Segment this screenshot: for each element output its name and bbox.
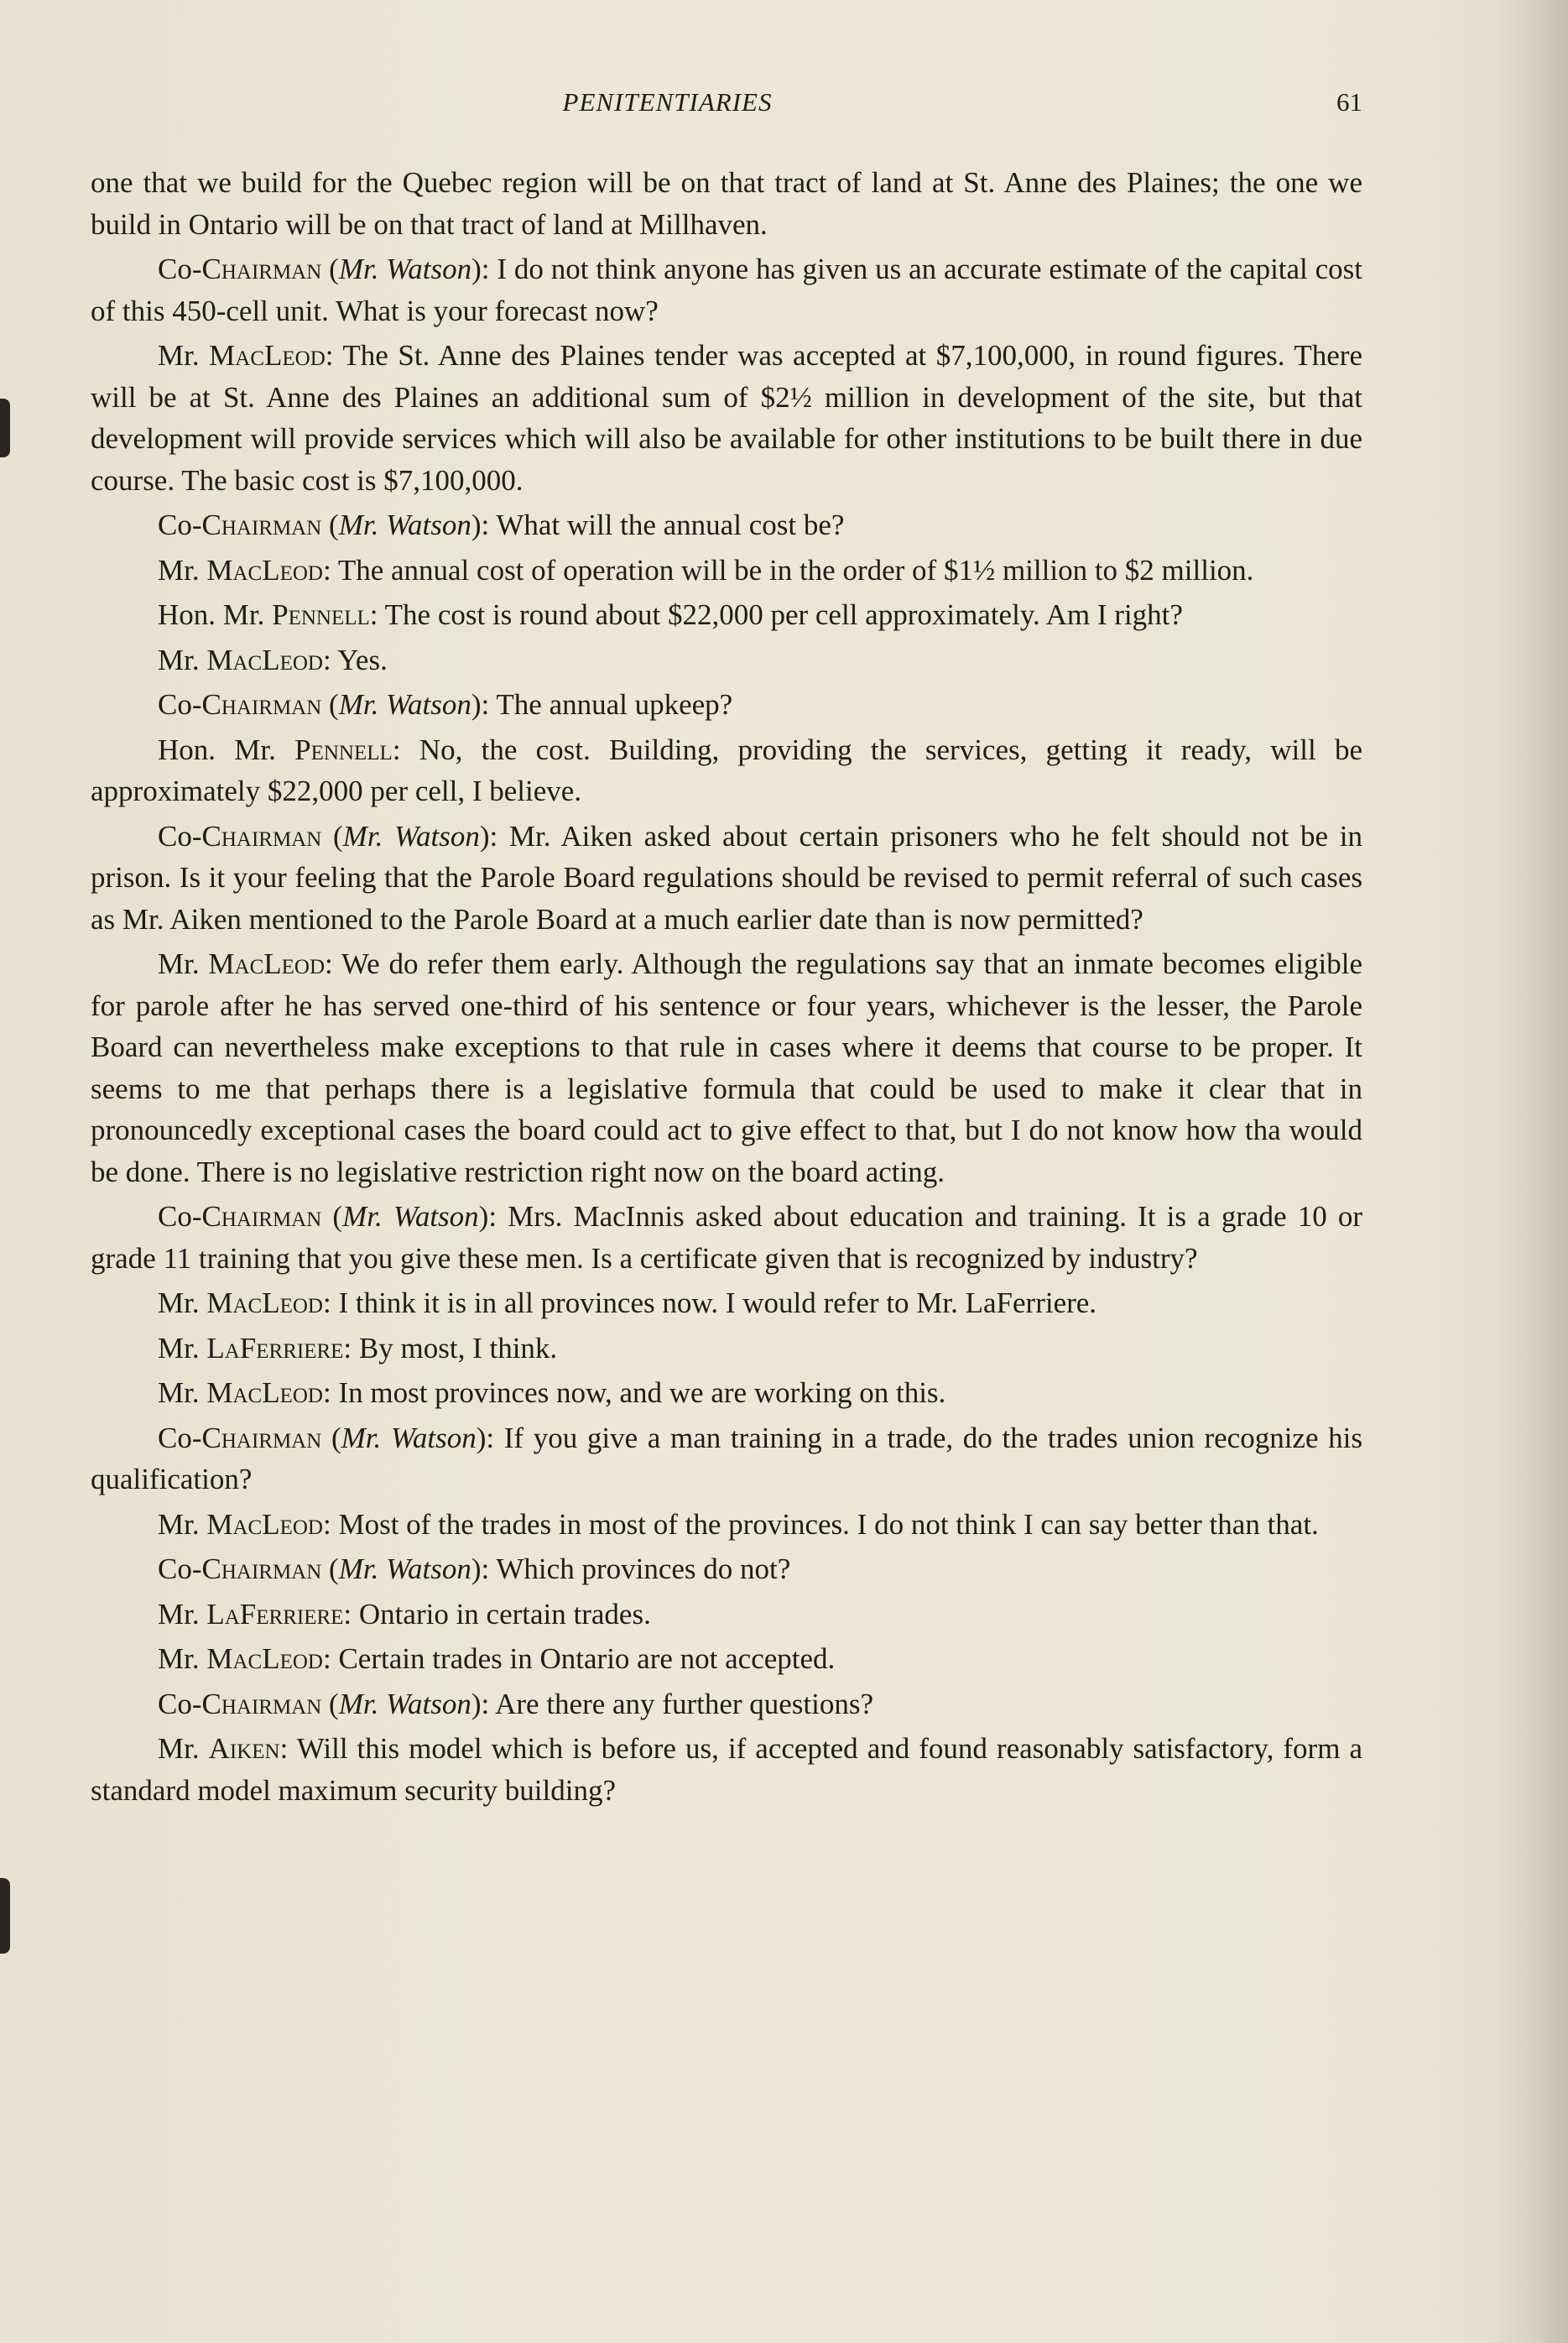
paragraph-text: I do not think anyone has given us an accurate estimate of the capital cost of this 450-cell unit. What is your forecast now?: [91, 253, 1363, 327]
punctuation: (: [321, 1200, 343, 1233]
page-header: [91, 87, 1362, 129]
speaker-prefix: Mr.: [158, 1597, 207, 1631]
speaker-name: Chairman: [201, 1200, 322, 1233]
speaker-name: MacLeod: [209, 339, 326, 372]
speaker-role: Mr. Watson: [342, 1200, 479, 1233]
paragraph: [91, 1594, 1362, 1636]
speaker-prefix: Mr.: [158, 643, 207, 676]
paragraph: [91, 550, 1362, 592]
speaker-role: Mr. Watson: [338, 688, 471, 721]
speaker-prefix: Co-: [158, 509, 202, 541]
speaker-role: Mr. Watson: [342, 819, 480, 853]
punctuation: :: [369, 598, 378, 631]
punctuation: ):: [476, 1421, 495, 1454]
paragraph: [91, 639, 1362, 681]
speaker-name: MacLeod: [206, 1286, 323, 1319]
paragraph-text: The St. Anne des Plaines tender was accepted at $7,100,000, in round figures. There will be at St. Anne des Plaines an additional sum of $2½ million in development of the site, but that development will provide services which will also be available for other institutions to be built there in due course. The basic cost is $7,100,000.: [91, 339, 1362, 497]
speaker-role: Mr. Watson: [338, 253, 472, 285]
punctuation: :: [343, 1597, 352, 1631]
punctuation: ):: [478, 1200, 497, 1233]
punctuation: (: [321, 819, 343, 853]
paragraph: [91, 1282, 1362, 1324]
punctuation: (: [321, 688, 339, 721]
speaker-name: MacLeod: [206, 1507, 323, 1541]
punctuation: :: [279, 1732, 289, 1765]
binding-mark: [0, 399, 10, 457]
running-head: PENITENTIARIES: [562, 87, 773, 117]
paragraph-text: Ontario in certain trades.: [352, 1597, 651, 1631]
paragraph-text: What will the annual cost be?: [489, 509, 845, 541]
punctuation: ):: [471, 1687, 490, 1720]
punctuation: (: [321, 1687, 339, 1720]
paragraph-text: Mr. Aiken asked about certain prisoners who he felt should not be in prison. Is it your feeling that the Parole Board regulations should be revised to permit referral of such cases as Mr. Aiken mentioned to the Parole Board at a much earlier date than is now permitted?: [91, 819, 1362, 936]
speaker-prefix: Mr.: [158, 1642, 207, 1675]
paragraph: [91, 504, 1362, 546]
paragraph: [91, 1683, 1362, 1725]
paragraph: [91, 943, 1362, 1192]
paragraph: [91, 1417, 1362, 1500]
speaker-prefix: Mr.: [158, 339, 210, 372]
punctuation: ):: [471, 1552, 490, 1585]
punctuation: ):: [479, 819, 498, 853]
paragraph-text: If you give a man training in a trade, do the trades union recognize his qualification?: [91, 1421, 1362, 1495]
speaker-prefix: Mr.: [158, 947, 209, 980]
speaker-prefix: Co-: [158, 688, 202, 721]
speaker-role: Mr. Watson: [338, 1687, 471, 1720]
paragraph-text: Are there any further questions?: [489, 1687, 874, 1720]
paragraph: [91, 248, 1362, 331]
paragraph-text: one that we build for the Quebec region will be on that tract of land at St. Anne des Plaines; the one we build in Ontario will be on that tract of land at Millhaven.: [91, 166, 1362, 241]
speaker-name: MacLeod: [206, 553, 323, 587]
paragraph-text: Mrs. MacInnis asked about education and training. It is a grade 10 or grade 11 training that you give these men. Is a certificate given that is recognized by industry?: [91, 1200, 1363, 1275]
speaker-prefix: Mr.: [158, 1732, 209, 1765]
paragraph-text: Will this model which is before us, if accepted and found reasonably satisfactory, form a standard model maximum security building?: [91, 1732, 1362, 1807]
paragraph: [91, 1328, 1362, 1370]
page-number: 61: [1336, 87, 1362, 117]
punctuation: (: [321, 253, 339, 285]
body-text: [91, 162, 1362, 1814]
speaker-prefix: Mr.: [158, 553, 207, 587]
speaker-name: Chairman: [201, 819, 322, 853]
paragraph: [91, 816, 1362, 941]
speaker-prefix: Co-: [158, 1421, 202, 1454]
punctuation: :: [325, 947, 333, 980]
punctuation: :: [322, 553, 331, 587]
speaker-prefix: Hon. Mr.: [158, 598, 273, 631]
punctuation: :: [322, 1507, 331, 1541]
speaker-prefix: Co-: [158, 819, 202, 853]
speaker-name: Pennell: [294, 733, 393, 766]
speaker-prefix: Co-: [158, 1552, 202, 1585]
punctuation: :: [343, 1331, 352, 1365]
paragraph-text: Yes.: [331, 643, 388, 676]
speaker-name: LaFerriere: [206, 1331, 344, 1365]
punctuation: :: [322, 1286, 331, 1319]
speaker-name: MacLeod: [206, 1376, 323, 1409]
speaker-name: Chairman: [201, 509, 322, 541]
speaker-name: Chairman: [201, 1687, 322, 1720]
paragraph: [91, 594, 1362, 636]
paragraph-text: Which provinces do not?: [489, 1552, 791, 1585]
punctuation: ):: [471, 688, 490, 721]
punctuation: ):: [471, 253, 490, 285]
punctuation: :: [325, 339, 334, 372]
speaker-name: LaFerriere: [206, 1597, 344, 1631]
binding-mark: [0, 1878, 10, 1954]
speaker-prefix: Co-: [158, 1687, 202, 1720]
paragraph-text: The cost is round about $22,000 per cell approximately. Am I right?: [378, 598, 1183, 631]
paragraph-text: We do refer them early. Although the regulations say that an inmate becomes eligible for parole after he has served one-third of his sentence or four years, whichever is the lesser, the Parole Board can nevertheless make exceptions to that rule in cases where it deems that course to be proper. It seems to me that perhaps there is a legislative formula that could be used to make it clear that in pronouncedly exceptional cases the board could act to give effect to that, but I do not know how tha would be done. There is no legislative restriction right now on the board acting.: [91, 947, 1362, 1188]
speaker-name: Chairman: [201, 253, 322, 285]
paragraph-text: In most provinces now, and we are working on this.: [331, 1376, 946, 1409]
paragraph-text: I think it is in all provinces now. I would refer to Mr. LaFerriere.: [331, 1286, 1097, 1319]
speaker-prefix: Mr.: [158, 1286, 207, 1319]
speaker-prefix: Mr.: [158, 1376, 207, 1409]
speaker-prefix: Hon. Mr.: [158, 733, 295, 766]
paragraph: [91, 335, 1362, 501]
speaker-role: Mr. Watson: [338, 509, 471, 541]
speaker-prefix: Co-: [158, 253, 202, 285]
paragraph-text: No, the cost. Building, providing the services, getting it ready, will be approximately $22,000 per cell, I believe.: [91, 733, 1362, 807]
paragraph-text: The annual cost of operation will be in the order of $1½ million to $2 million.: [331, 553, 1254, 587]
paragraph: [91, 1196, 1362, 1279]
paragraph: [91, 684, 1362, 726]
punctuation: :: [322, 1376, 331, 1409]
speaker-prefix: Co-: [158, 1200, 202, 1233]
punctuation: :: [322, 643, 331, 676]
paragraph: [91, 1548, 1362, 1590]
paragraph-text: By most, I think.: [352, 1331, 558, 1365]
speaker-role: Mr. Watson: [341, 1421, 477, 1454]
punctuation: :: [392, 733, 401, 766]
punctuation: ):: [471, 509, 490, 541]
punctuation: (: [321, 509, 339, 541]
spine-shadow: [1492, 0, 1568, 2343]
speaker-role: Mr. Watson: [338, 1552, 471, 1585]
speaker-name: MacLeod: [208, 947, 326, 980]
speaker-name: Chairman: [201, 1552, 322, 1585]
speaker-name: MacLeod: [206, 643, 323, 676]
paragraph: [91, 1728, 1362, 1811]
paragraph-text: The annual upkeep?: [489, 688, 733, 721]
speaker-prefix: Mr.: [158, 1331, 207, 1365]
punctuation: :: [322, 1642, 331, 1675]
speaker-name: Pennell: [272, 598, 370, 631]
speaker-name: MacLeod: [206, 1642, 323, 1675]
paragraph: [91, 1638, 1362, 1680]
speaker-name: Chairman: [201, 1421, 322, 1454]
speaker-name: Chairman: [201, 688, 322, 721]
speaker-name: Aiken: [208, 1732, 280, 1765]
punctuation: (: [321, 1421, 341, 1454]
paragraph: [91, 729, 1362, 812]
paragraph: [91, 162, 1362, 245]
speaker-prefix: Mr.: [158, 1507, 207, 1541]
paragraph: [91, 1504, 1362, 1546]
paragraph-text: Certain trades in Ontario are not accepted.: [331, 1642, 836, 1675]
punctuation: (: [321, 1552, 339, 1585]
paragraph-text: Most of the trades in most of the provinces. I do not think I can say better than that.: [331, 1507, 1319, 1541]
paragraph: [91, 1372, 1362, 1414]
